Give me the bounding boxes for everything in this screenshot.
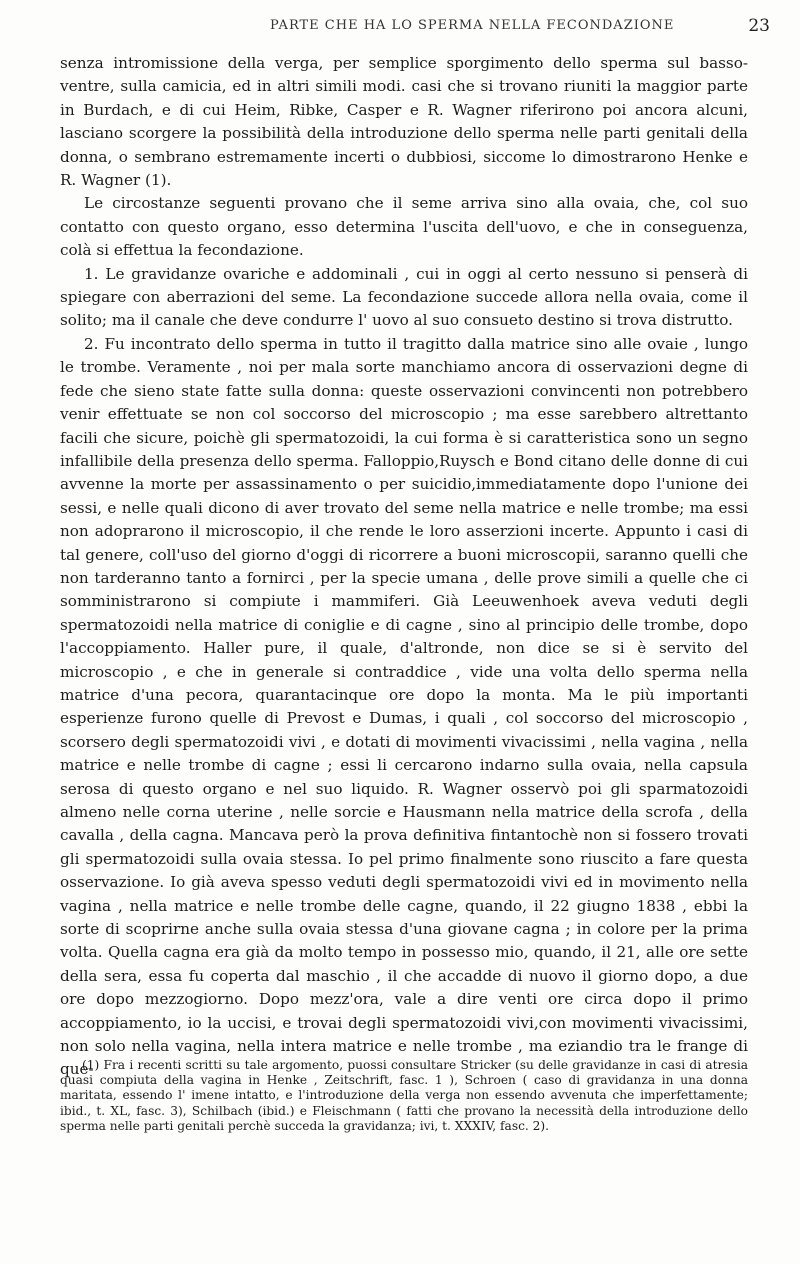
page-number: 23	[748, 16, 770, 36]
paragraph-point-2: 2. Fu incontrato dello sperma in tutto il tragitto dalla matrice sino alle ovaie , lungo le trombe. Veramente , noi per mala sorte manchiamo ancora di osservazioni degne di fede che sieno state fatte sulla donna: queste osservazioni convincenti non potrebbero venir effettuate se non col soccorso del microscopio ; ma esse sarebbero altrettanto facili che sicure, poichè gli spermatozoidi, la cui forma è si caratteristica sono un segno infallibile della presenza dello sperma. Falloppio,Ruysch e Bond citano delle donne di cui avvenne la morte per assassinamento o per suicidio,immediatamente dopo l'unione dei sessi, e nelle quali dicono di aver trovato del seme nella matrice e nelle trombe; ma essi non adoprarono il microscopio, il che rende le loro asserzioni incerte. Appunto i casi di tal genere, coll'uso del giorno d'oggi di ricorrere a buoni microscopii, saranno quelli che non tarderanno tanto a fornirci , per la specie umana , delle prove simili a quelle che ci somministrarono si compiute i mammiferi. Già Leeuwenhoek aveva veduti degli spermatozoidi nella matrice di coniglie e di cagne , sino al principio delle trombe, dopo l'accoppiamento. Haller pure, il quale, d'altronde, non dice se si è servito del microscopio , e che in generale si contraddice , vide una volta dello sperma nella matrice d'una pecora, quarantacinque ore dopo la monta. Ma le più importanti esperienze furono quelle di Prevost e Dumas, i quali , col soccorso del microscopio , scorsero degli spermatozoidi vivi , e dotati di movimenti vivacissimi , nella vagina , nella matrice e nelle trombe di cagne ; essi li cercarono indarno sulla ovaia, nella capsula serosa di questo organo e nel suo liquido. R. Wagner osservò poi gli sparmatozoidi almeno nelle corna uterine , nelle sorcie e Hausmann nella matrice della scrofa , della cavalla , della cagna. Mancava però la prova definitiva fintantochè non si fossero trovati gli spermatozoidi sulla ovaia stessa. Io pel primo finalmente sono riuscito a fare questa osservazione. Io già aveva spesso veduti degli spermatozoidi vivi ed in movimento nella vagina , nella matrice e nelle trombe delle cagne, quando, il 22 giugno 1838 , ebbi la sorte di scoprirne anche sulla ovaia stessa d'una giovane cagna ; in colore per la prima volta. Quella cagna era già da molto tempo in possesso mio, quando, il 21, alle ore sette della sera, essa fu coperta dal maschio , il che accadde di nuovo il giorno dopo, a due ore dopo mezzogiorno. Dopo mezz'ora, vale a dire venti ore circa dopo il primo accoppiamento, io la uccisi, e trovai degli spermatozoidi vivi,con movimenti vivacissimi, non solo nella vagina, nella intera matrice e nelle trombe , ma eziandio tra le frange di que-	[60, 334, 748, 1079]
paragraph-circumstances: Le circostanze seguenti provano che il seme arriva sino alla ovaia, che, col suo contatto con questo organo, esso determina l'uscita dell'uovo, e che in conseguenza, colà si effettua la fecondazione.	[60, 194, 748, 260]
running-title: PARTE CHE HA LO SPERMA NELLA FECONDAZIONE	[270, 18, 675, 33]
paragraph-continuation: senza intromissione della verga, per semplice sporgimento dello sperma sul basso-ventre, sulla camicia, ed in altri simili modi. casi che si trovano riuniti la maggior parte in Burdach, e di cui Heim, Ribke, Casper e R. Wagner riferirono poi ancora alcuni, lasciano scorgere la possibilità della introduzione dello sperma nelle parti genitali della donna, o sembrano estremamente incerti o dubbiosi, siccome lo dimostrarono Henke e R. Wagner (1).	[60, 54, 748, 190]
body-text	[60, 52, 748, 1082]
footnote: (1) Fra i recenti scritti su tale argomento, puossi consultare Stricker (su delle gravidanze in casi di atresia quasi compiuta della vagina in Henke , Zeitschrift, fasc. 1 ), Schroen ( caso di gravidanza in una donna maritata, essendo l' imene intatto, e l'introduzione della verga non essendo avvenuta che imperfettamente; ibid., t. XL, fasc. 3), Schilbach (ibid.) e Fleischmann ( fatti che provano la necessità della introduzione dello sperma nelle parti genitali perchè succeda la gravidanza; ivi, t. XXXIV, fasc. 2).	[60, 1058, 748, 1133]
paragraph-point-1: 1. Le gravidanze ovariche e addominali , cui in oggi al certo nessuno si penserà di spiegare con aberrazioni del seme. La fecondazione succede allora nella ovaia, come il solito; ma il canale che deve condurre l' uovo al suo consueto destino si trova distrutto.	[60, 264, 748, 330]
running-head	[50, 18, 770, 40]
